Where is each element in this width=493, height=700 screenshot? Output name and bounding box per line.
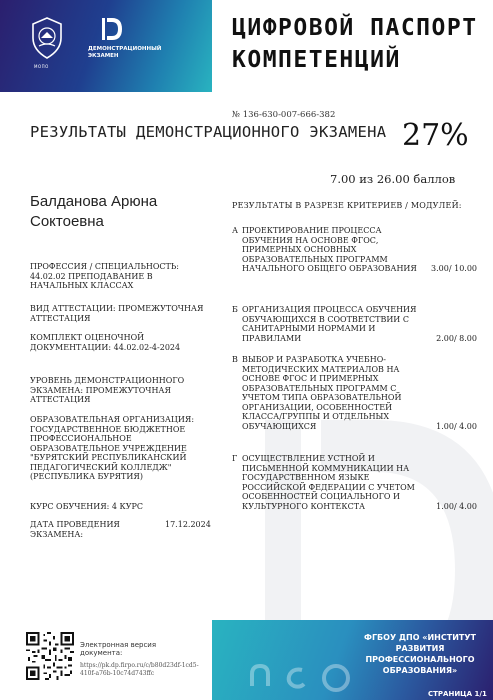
criterion-score: 1.00/ 4.00	[436, 501, 477, 511]
criteria-heading: РЕЗУЛЬТАТЫ В РАЗРЕЗЕ КРИТЕРИЕВ / МОДУЛЕЙ:	[232, 201, 462, 210]
attestation-field: ВИД АТТЕСТАЦИИ: ПРОМЕЖУТОЧНАЯ АТТЕСТАЦИЯ	[30, 304, 204, 323]
footer-organization: ФГБОУ ДПО «ИНСТИТУТ РАЗВИТИЯ ПРОФЕССИОНАЛЬНОГО ОБРАЗОВАНИЯ»	[364, 633, 476, 675]
electronic-version-link[interactable]: https://pk.dp.firpo.ru/c/b80d23df-1cd5-410f-a76b-10c74d743ffc	[80, 662, 199, 677]
criterion-score: 1.00/ 4.00	[436, 421, 477, 431]
organization-field: ОБРАЗОВАТЕЛЬНАЯ ОРГАНИЗАЦИЯ: ГОСУДАРСТВЕННОЕ БЮДЖЕТНОЕ ПРОФЕССИОНАЛЬНОЕ ОБРАЗОВАТЕЛЬНОЕ УЧРЕЖДЕНИЕ "БУРЯТСКИЙ РЕСПУБЛИКАНСКИЙ ПЕДАГОГИЧЕСКИЙ КОЛЛЕДЖ" (РЕСПУБЛИКА БУРЯТИЯ)	[30, 415, 195, 481]
criterion-row	[232, 305, 477, 343]
course-field: КУРС ОБУЧЕНИЯ: 4 КУРС	[30, 502, 144, 511]
criterion-letter: Б	[232, 305, 238, 314]
criterion-row	[232, 454, 477, 511]
criterion-score: 2.00/ 8.00	[436, 333, 477, 343]
criterion-text: ВЫБОР И РАЗРАБОТКА УЧЕБНО-МЕТОДИЧЕСКИХ МАТЕРИАЛОВ НА ОСНОВЕ ФГОС И ПРИМЕРНЫХ ОБРАЗОВАТЕЛЬНЫХ ПРОГРАММ С УЧЕТОМ ТИПА ОБРАЗОВАТЕЛЬНОЙ ОРГАНИЗАЦИИ, ОСОБЕННОСТЕЙ КЛАССА/ГРУППЫ И ОТДЕЛЬНЫХ ОБУЧАЮЩИХСЯ	[242, 355, 402, 431]
mopo-emblem-icon	[30, 16, 64, 60]
criterion-letter: А	[232, 226, 239, 235]
page-number: СТРАНИЦА 1/1	[428, 690, 487, 698]
date-label: ДАТА ПРОВЕДЕНИЯ ЭКЗАМЕНА:	[30, 520, 120, 539]
criterion-text: ОСУЩЕСТВЛЕНИЕ УСТНОЙ И ПИСЬМЕННОЙ КОММУНИКАЦИИ НА ГОСУДАРСТВЕННОМ ЯЗЫКЕ РОССИЙСКОЙ ФЕДЕРАЦИИ С УЧЕТОМ ОСОБЕННОСТЕЙ СОЦИАЛЬНОГО И КУЛЬТУРНОГО КОНТЕКСТА	[242, 454, 415, 511]
result-score: 7.00 из 26.00 баллов	[330, 172, 456, 186]
criterion-score: 3.00/ 10.00	[431, 264, 477, 273]
kit-field: КОМПЛЕКТ ОЦЕНОЧНОЙ ДОКУМЕНТАЦИИ: 44.02.02-4-2024	[30, 333, 181, 352]
person-name: Балданова Арюна Соктоевна	[30, 193, 158, 230]
criterion-row	[232, 355, 477, 431]
criterion-text: ОРГАНИЗАЦИЯ ПРОЦЕССА ОБУЧЕНИЯ ОБУЧАЮЩИХСЯ В СООТВЕТСТВИИ С САНИТАРНЫМИ НОРМАМИ И ПРАВИЛАМИ	[242, 305, 417, 343]
logo1-caption: МОПО	[34, 64, 49, 69]
electronic-version-label: Электронная версия документа:	[80, 641, 157, 657]
criterion-row	[232, 226, 477, 274]
qr-code-icon[interactable]	[26, 632, 74, 680]
result-title: РЕЗУЛЬТАТЫ ДЕМОНСТРАЦИОННОГО ЭКЗАМЕНА	[30, 123, 387, 141]
footer-logos-icon	[244, 656, 354, 696]
level-field: УРОВЕНЬ ДЕМОНСТРАЦИОННОГО ЭКЗАМЕНА: ПРОМЕЖУТОЧНАЯ АТТЕСТАЦИЯ	[30, 376, 185, 404]
passport-number: № 136-630-007-666-382	[232, 110, 336, 120]
page-title: ЦИФРОВОЙ ПАСПОРТ КОМПЕТЕНЦИЙ	[232, 15, 478, 73]
specialty-field: ПРОФЕССИЯ / СПЕЦИАЛЬНОСТЬ: 44.02.02 ПРЕПОДАВАНИЕ В НАЧАЛЬНЫХ КЛАССАХ	[30, 262, 179, 290]
logo2-caption: ДЕМОНСТРАЦИОННЫЙ ЭКЗАМЕН	[88, 46, 162, 59]
criterion-letter: Г	[232, 454, 238, 463]
demo-exam-logo-icon	[98, 16, 124, 42]
criterion-text: ПРОЕКТИРОВАНИЕ ПРОЦЕССА ОБУЧЕНИЯ НА ОСНОВЕ ФГОС, ПРИМЕРНЫХ ОСНОВНЫХ ОБРАЗОВАТЕЛЬНЫХ ПРОГРАММ НАЧАЛЬНОГО ОБЩЕГО ОБРАЗОВАНИЯ	[242, 226, 417, 273]
criterion-letter: В	[232, 355, 238, 364]
header-band	[0, 0, 212, 92]
result-percent: 27%	[402, 118, 469, 153]
date-value: 17.12.2024	[165, 520, 211, 529]
